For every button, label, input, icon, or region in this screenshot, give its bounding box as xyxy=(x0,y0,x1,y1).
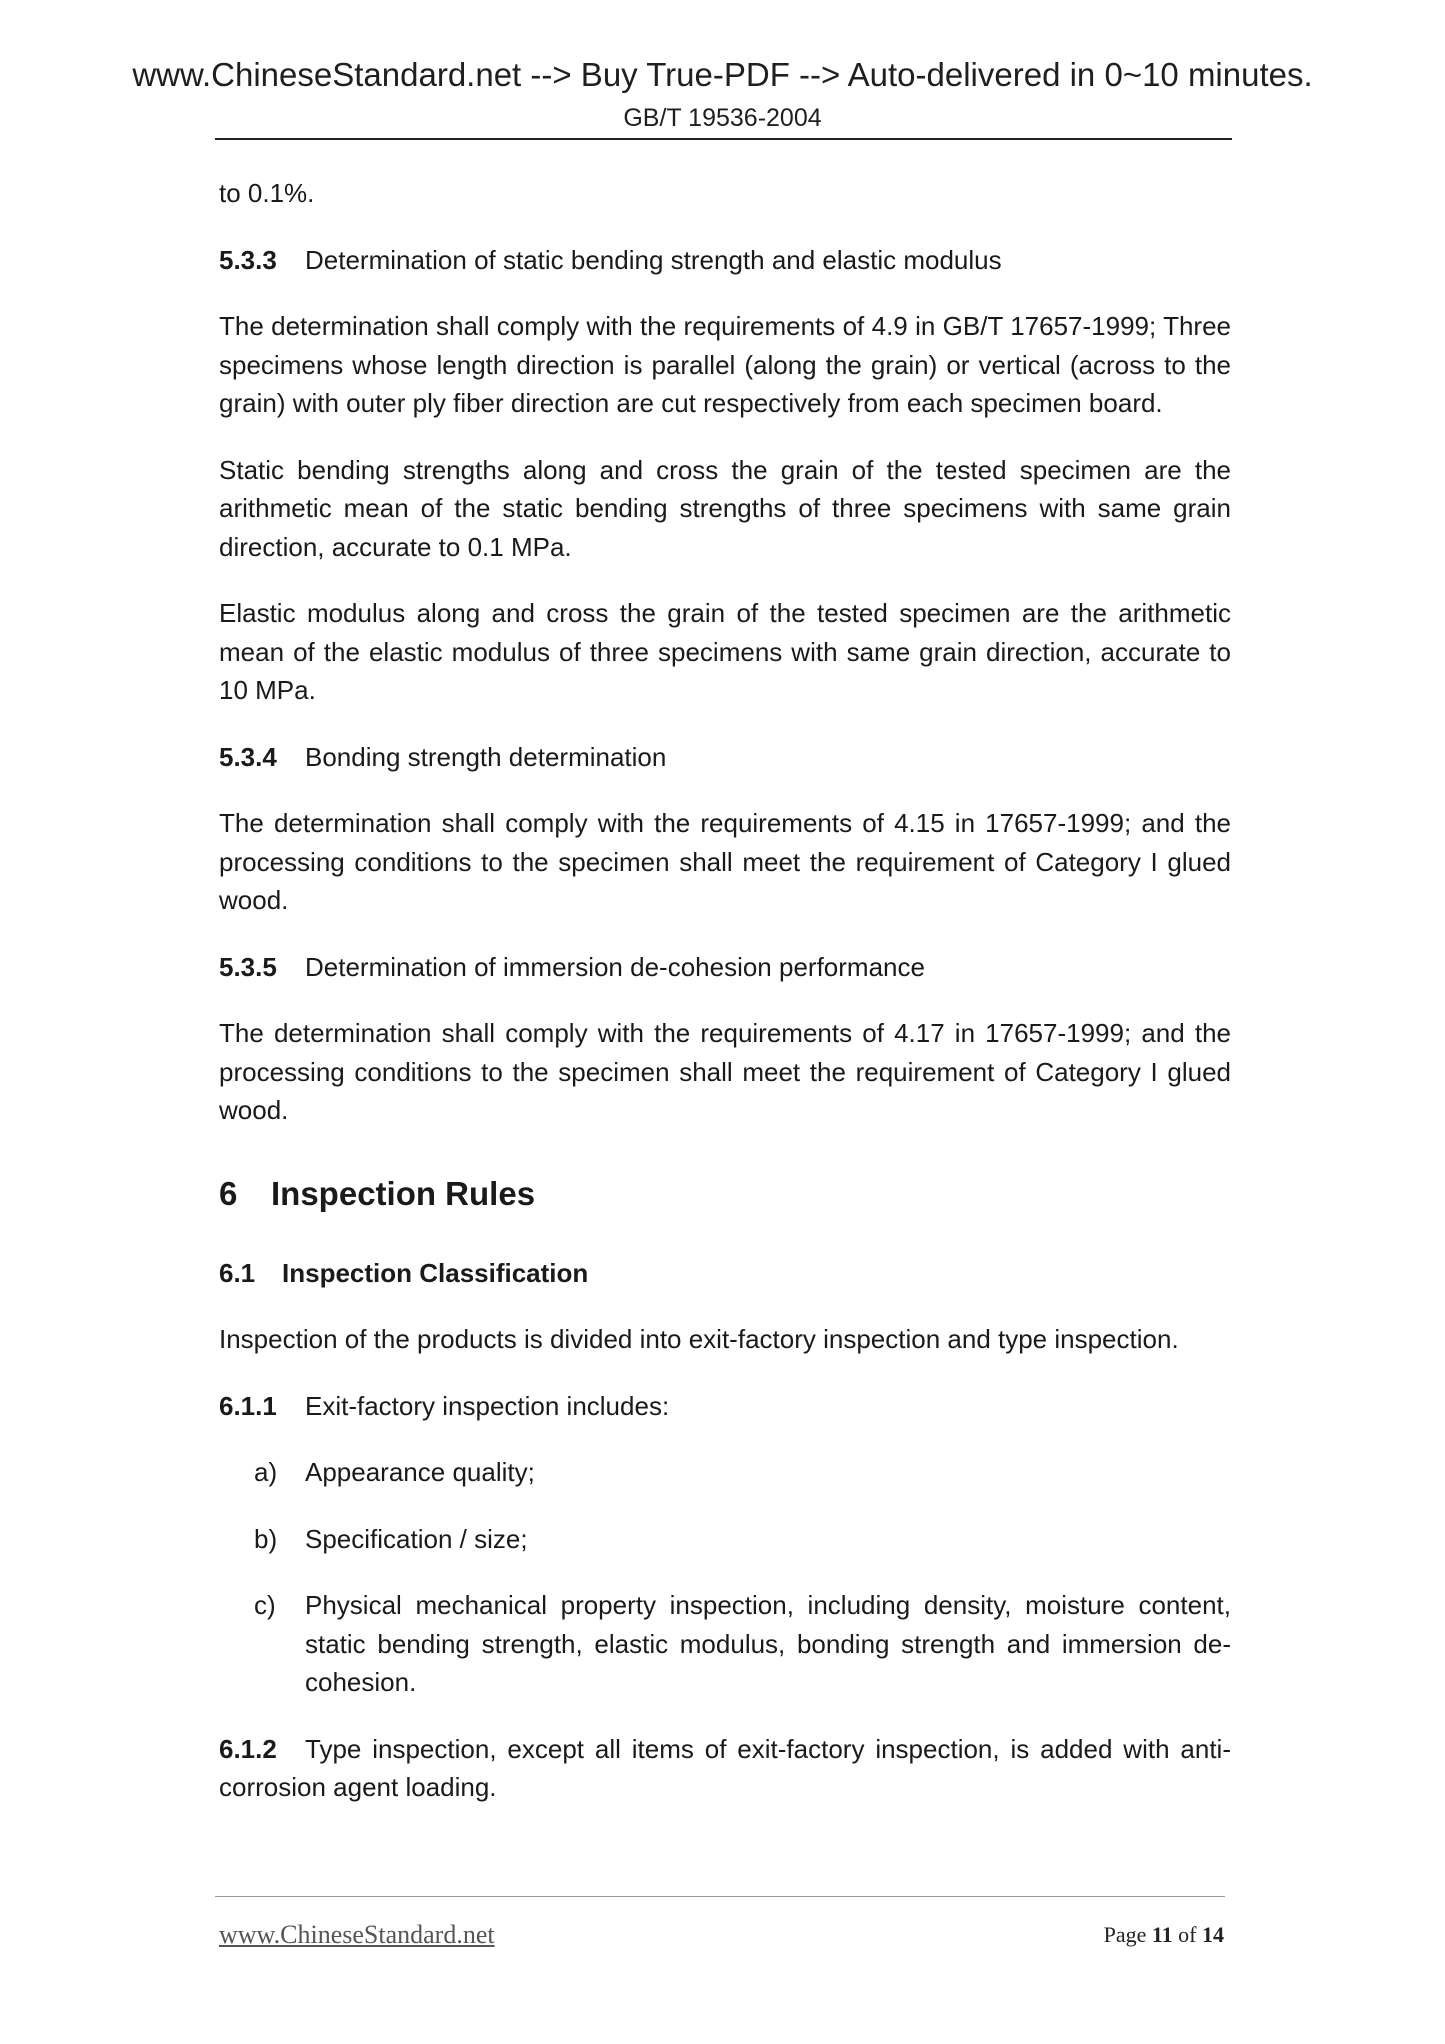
section-5-3-3-heading xyxy=(219,241,1231,280)
list-item-text: Physical mechanical property inspection, including density, moisture content, static bending strength, elastic modulus, bonding strength and immersion de-cohesion. xyxy=(305,1590,1231,1697)
chapter-title: Inspection Rules xyxy=(271,1174,536,1212)
page-current: 11 xyxy=(1151,1922,1173,1947)
paragraph: The determination shall comply with the requirements of 4.17 in 17657-1999; and the processing conditions to the specimen shall meet the requirement of Category I glued wood. xyxy=(219,1018,1231,1125)
list-item xyxy=(219,1453,1231,1492)
section-number: 5.3.3 xyxy=(219,244,277,275)
section-number: 6.1.2 xyxy=(219,1733,277,1764)
list-marker: b) xyxy=(254,1523,278,1554)
section-5-3-4-heading xyxy=(219,738,1231,777)
document-body xyxy=(219,174,1231,1835)
section-number: 6.1.1 xyxy=(219,1390,277,1421)
section-number: 6.1 xyxy=(219,1257,256,1288)
paragraph: Elastic modulus along and cross the grain of the tested specimen are the arithmetic mean of the elastic modulus of three specimens with same grain direction, accurate to 10 MPa. xyxy=(219,598,1231,705)
footer-site-link[interactable]: www.ChineseStandard.net xyxy=(219,1920,495,1949)
paragraph: The determination shall comply with the requirements of 4.15 in 17657-1999; and the processing conditions to the specimen shall meet the requirement of Category I glued wood. xyxy=(219,808,1231,915)
list-item xyxy=(219,1586,1231,1702)
paragraph: Static bending strengths along and cross the grain of the tested specimen are the arithmetic mean of the static bending strengths of three specimens with same grain direction, accurate to 0.1 MPa. xyxy=(219,454,1231,562)
section-title: Determination of static bending strength and elastic modulus xyxy=(305,244,1002,275)
list-marker: c) xyxy=(254,1590,276,1620)
section-number: 5.3.4 xyxy=(219,741,277,772)
section-5-3-5-heading xyxy=(219,948,1231,987)
of-word: of xyxy=(1178,1922,1197,1947)
carry-over-text: to 0.1%. xyxy=(219,178,315,208)
section-number: 5.3.5 xyxy=(219,951,277,982)
list-marker: a) xyxy=(254,1457,278,1487)
page-total: 14 xyxy=(1202,1922,1224,1947)
section-6-1-2-paragraph xyxy=(219,1730,1231,1807)
paragraph: Inspection of the products is divided into exit-factory inspection and type inspection. xyxy=(219,1324,1179,1354)
section-title: Determination of immersion de-cohesion performance xyxy=(305,951,925,982)
chapter-6-heading xyxy=(219,1174,1231,1214)
header-banner: www.ChineseStandard.net --> Buy True-PDF --> Auto-delivered in 0~10 minutes. xyxy=(132,56,1313,93)
paragraph-text: Type inspection, except all items of exit-factory inspection, is added with anti-corrosion agent loading. xyxy=(219,1733,1231,1802)
chapter-number: 6 xyxy=(219,1174,238,1212)
standard-id: GB/T 19536-2004 xyxy=(623,104,822,132)
section-title: Bonding strength determination xyxy=(305,741,667,772)
section-title: Exit-factory inspection includes: xyxy=(305,1390,670,1421)
paragraph: The determination shall comply with the requirements of 4.9 in GB/T 17657-1999; Three specimens whose length direction is parallel (along the grain) or vertical (across to the grain) with outer ply fiber direction are cut respectively from each specimen board. xyxy=(219,311,1231,418)
list-item-text: Specification / size; xyxy=(305,1523,528,1554)
page-word: Page xyxy=(1103,1922,1147,1947)
list-item-text: Appearance quality; xyxy=(305,1457,535,1487)
section-6-1-heading xyxy=(219,1254,1231,1293)
header-divider xyxy=(215,138,1232,140)
footer-divider xyxy=(215,1896,1225,1897)
list-item xyxy=(219,1520,1231,1559)
section-6-1-1-heading xyxy=(219,1387,1231,1426)
section-title: Inspection Classification xyxy=(282,1257,589,1288)
page-indicator xyxy=(1000,1922,1224,1948)
